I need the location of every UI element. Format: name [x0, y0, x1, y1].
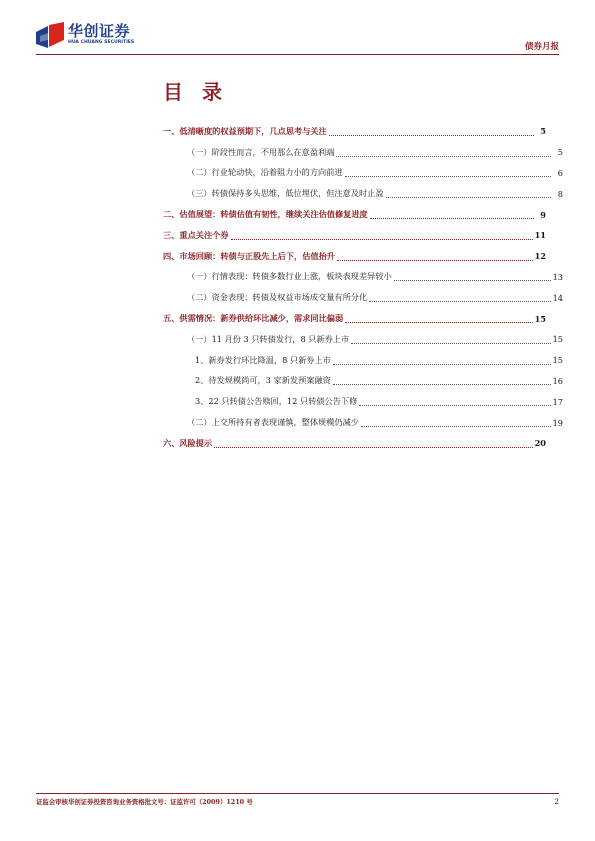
toc-entry-label: （二）行业轮动快，沿着阻力小的方向前进 — [187, 167, 343, 178]
toc-dot-leader — [361, 420, 551, 427]
toc-entry-page: 14 — [552, 292, 563, 303]
toc-entry-page: 8 — [557, 188, 563, 199]
toc-entry-label: （一）11 月份 3 只转债发行，8 只新券上市 — [187, 333, 350, 344]
logo-mark-icon — [36, 22, 64, 48]
footer-license-text: 证监会审核华创证券投资咨询业务资格批文号：证监许可（2009）1210 号 — [36, 798, 253, 806]
toc-entry[interactable] — [163, 287, 563, 308]
toc-dot-leader — [370, 212, 534, 219]
toc-dot-leader — [345, 170, 551, 177]
toc-dot-leader — [359, 399, 550, 406]
company-logo — [36, 20, 166, 50]
page-number: 2 — [554, 797, 559, 806]
toc-dot-leader — [214, 441, 532, 448]
toc-entry-label: （三）转债保持多头思维，低位埋伏，但注意及时止盈 — [187, 188, 384, 199]
toc-entry-page: 20 — [534, 438, 546, 449]
table-of-contents — [163, 121, 565, 454]
toc-entry-page: 17 — [552, 396, 563, 407]
toc-dot-leader — [333, 378, 551, 385]
toc-entry-label: 四、市场回顾：转债与正股先上后下，估值抬升 — [163, 250, 335, 261]
toc-dot-leader — [231, 233, 533, 240]
toc-entry-page: 15 — [552, 355, 563, 366]
toc-entry-label: 1、新券发行环比降温，8 只新券上市 — [195, 354, 331, 365]
logo-english-name: HUA CHUANG SECURITIES — [68, 40, 135, 45]
toc-entry-label: （一）阶段性而言，不用那么在意盈利端 — [187, 146, 335, 157]
toc-dot-leader — [336, 150, 551, 157]
toc-entry-page: 5 — [540, 126, 546, 137]
toc-dot-leader — [345, 316, 532, 323]
toc-entry-label: （二）资金表现：转债及权益市场成交量有所分化 — [187, 292, 368, 303]
toc-entry-page: 15 — [552, 334, 563, 345]
toc-entry-label: 2、待发规模尚可，3 家新发预案融资 — [195, 375, 331, 386]
toc-entry-page: 6 — [557, 167, 563, 178]
toc-entry-label: 3、22 只转债公告赎回，12 只转债公告下修 — [195, 396, 358, 407]
toc-dot-leader — [329, 129, 534, 136]
toc-entry[interactable] — [163, 391, 563, 412]
toc-entry[interactable] — [163, 142, 563, 163]
toc-entry[interactable] — [163, 412, 563, 433]
toc-entry-page: 11 — [534, 230, 546, 241]
toc-entry[interactable] — [163, 246, 546, 267]
toc-entry-label: 六、风险提示 — [163, 437, 213, 448]
toc-dot-leader — [351, 337, 550, 344]
toc-entry-label: 五、供需情况：新券供给环比减少，需求同比偏弱 — [163, 313, 344, 324]
toc-entry-page: 15 — [534, 313, 546, 324]
toc-entry[interactable] — [163, 329, 563, 350]
report-type-label: 债券月报 — [524, 42, 559, 52]
toc-entry-label: 二、估值展望：转债估值有韧性，继续关注估值修复进度 — [163, 209, 368, 220]
toc-entry[interactable] — [163, 225, 546, 246]
toc-entry-page: 13 — [552, 271, 563, 282]
toc-entry[interactable] — [163, 350, 563, 371]
toc-entry[interactable] — [163, 163, 563, 184]
header-divider — [36, 54, 559, 55]
toc-dot-leader — [394, 274, 551, 281]
toc-entry-page: 9 — [540, 209, 546, 220]
toc-dot-leader — [337, 254, 533, 261]
toc-entry-label: （二）上交所持有者表现谨慎，整体规模仍减少 — [187, 417, 359, 428]
toc-entry-label: 三、重点关注个券 — [163, 229, 229, 240]
toc-entry-page: 19 — [552, 417, 563, 428]
toc-entry-page: 5 — [557, 147, 563, 158]
toc-entry[interactable] — [163, 371, 563, 392]
logo-chinese-name: 华创证券 — [68, 22, 131, 40]
toc-heading: 目 录 — [163, 80, 228, 104]
toc-entry[interactable] — [163, 204, 546, 225]
toc-dot-leader — [369, 295, 550, 302]
footer-divider — [36, 793, 559, 794]
toc-entry-label: （一）行情表现：转债多数行业上涨，板块表现差异较小 — [187, 271, 392, 282]
page-header — [0, 0, 595, 60]
toc-dot-leader — [386, 191, 551, 198]
toc-entry-page: 12 — [534, 251, 546, 262]
toc-entry-page: 16 — [552, 375, 563, 386]
toc-entry[interactable] — [163, 183, 563, 204]
toc-entry[interactable] — [163, 267, 563, 288]
toc-entry[interactable] — [163, 308, 546, 329]
toc-dot-leader — [333, 358, 551, 365]
toc-entry-label: 一、低清晰度的权益预期下，几点思考与关注 — [163, 125, 327, 136]
toc-entry[interactable] — [163, 121, 546, 142]
toc-entry[interactable] — [163, 433, 546, 454]
